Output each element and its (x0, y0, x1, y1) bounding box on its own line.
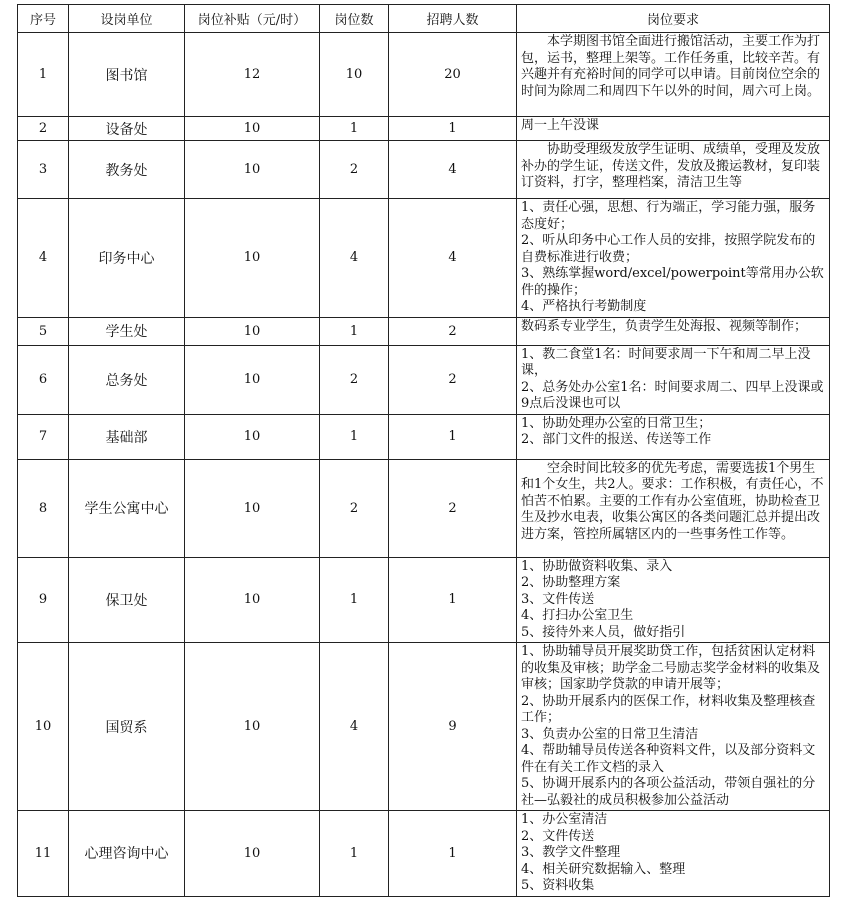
cell-no: 2 (18, 117, 69, 141)
cell-no: 9 (18, 557, 69, 643)
cell-no: 10 (18, 643, 69, 811)
header-hires: 招聘人数 (389, 5, 517, 33)
cell-posts: 1 (320, 811, 389, 897)
requirement-line: 周一上午没课 (521, 118, 600, 133)
cell-subsidy: 10 (185, 557, 320, 643)
requirement-line: 1、协助做资料收集、录入 (521, 558, 673, 574)
cell-subsidy: 10 (185, 345, 320, 414)
cell-no: 8 (18, 459, 69, 557)
cell-hires: 1 (389, 414, 517, 459)
requirement-line: 4、严格执行考勤制度 (521, 299, 647, 314)
requirement-line: 4、打扫办公室卫生 (521, 608, 634, 623)
cell-posts: 2 (320, 345, 389, 414)
table-row (18, 414, 830, 459)
table-row (18, 141, 830, 199)
cell-hires: 9 (389, 643, 517, 811)
table-row (18, 33, 830, 117)
table-header (18, 5, 830, 33)
cell-hires: 4 (389, 199, 517, 318)
cell-unit: 教务处 (69, 141, 185, 199)
requirement-line: 1、教二食堂1名：时间要求周一下午和周二早上没课， (521, 346, 811, 378)
cell-hires: 20 (389, 33, 517, 117)
cell-unit: 保卫处 (69, 557, 185, 643)
cell-no: 7 (18, 414, 69, 459)
cell-requirements (517, 459, 830, 557)
cell-unit: 图书馆 (69, 33, 185, 117)
cell-requirements (517, 414, 830, 459)
table-row (18, 811, 830, 897)
cell-hires: 4 (389, 141, 517, 199)
cell-unit: 总务处 (69, 345, 185, 414)
header-subsidy: 岗位补贴（元/时） (185, 5, 320, 33)
requirement-line: 3、教学文件整理 (521, 845, 621, 860)
requirement-line: 3、熟练掌握word/excel/powerpoint等常用办公软件的操作； (521, 266, 824, 298)
requirement-line: 2、协助整理方案 (521, 575, 621, 590)
requirement-line: 4、帮助辅导员传送各种资料文件，以及部分资料文件在有关工作文档的录入 (521, 743, 816, 775)
cell-posts: 1 (320, 117, 389, 141)
cell-posts: 1 (320, 317, 389, 345)
table-row (18, 117, 830, 141)
cell-unit: 学生公寓中心 (69, 459, 185, 557)
cell-no: 1 (18, 33, 69, 117)
table-row (18, 317, 830, 345)
requirement-line: 5、协调开展系内的各项公益活动，带领自强社的分社—弘毅社的成员积极参加公益活动 (521, 776, 816, 808)
cell-subsidy: 10 (185, 317, 320, 345)
requirement-line: 5、资料收集 (521, 878, 595, 893)
requirement-line: 4、相关研究数据输入、整理 (521, 861, 686, 877)
header-no: 序号 (18, 5, 69, 33)
table-row (18, 459, 830, 557)
requirement-line: 1、协助辅导员开展奖助贷工作，包括贫困认定材料的收集及审核；助学金二号励志奖学金材料的收集及审核；国家助学贷款的申请开展等； (521, 644, 821, 692)
cell-subsidy: 10 (185, 811, 320, 897)
cell-no: 5 (18, 317, 69, 345)
cell-unit: 设备处 (69, 117, 185, 141)
requirement-line: 2、听从印务中心工作人员的安排，按照学院发布的自费标准进行收费； (521, 233, 816, 265)
cell-posts: 2 (320, 141, 389, 199)
cell-subsidy: 10 (185, 117, 320, 141)
cell-hires: 1 (389, 557, 517, 643)
cell-requirements (517, 345, 830, 414)
cell-requirements (517, 811, 830, 897)
cell-unit: 印务中心 (69, 199, 185, 318)
requirement-line: 协助受理级发放学生证明、成绩单，受理及发放补办的学生证，传送文件，发放及搬运教材，复印装订资料，打字，整理档案，清洁卫生等 (521, 142, 821, 190)
table-row (18, 199, 830, 318)
requirement-line: 2、总务处办公室1名：时间要求周二、四早上没课或9点后没课也可以 (521, 379, 824, 411)
cell-hires: 1 (389, 117, 517, 141)
cell-requirements (517, 557, 830, 643)
cell-posts: 1 (320, 414, 389, 459)
cell-posts: 4 (320, 199, 389, 318)
cell-no: 4 (18, 199, 69, 318)
cell-subsidy: 10 (185, 141, 320, 199)
cell-hires: 2 (389, 317, 517, 345)
cell-posts: 10 (320, 33, 389, 117)
requirement-line: 3、文件传送 (521, 591, 595, 607)
cell-requirements (517, 199, 830, 318)
cell-unit: 国贸系 (69, 643, 185, 811)
cell-subsidy: 12 (185, 33, 320, 117)
cell-requirements (517, 317, 830, 345)
header-unit: 设岗单位 (69, 5, 185, 33)
requirement-line: 1、责任心强，思想、行为端正，学习能力强，服务态度好； (521, 200, 816, 232)
header-row (18, 5, 830, 33)
requirement-line: 2、部门文件的报送、传送等工作 (521, 432, 712, 447)
table-body (18, 33, 830, 897)
cell-unit: 学生处 (69, 317, 185, 345)
requirement-line: 本学期图书馆全面进行搬馆活动，主要工作为打包，运书，整理上架等。工作任务重，比较辛苦。有兴趣并有充裕时间的同学可以申请。目前岗位空余的时间为除周二和周四下午以外的时间，周六可上岗。 (521, 34, 821, 99)
cell-requirements (517, 33, 830, 117)
requirement-line: 1、协助处理办公室的日常卫生； (521, 415, 712, 431)
cell-subsidy: 10 (185, 643, 320, 811)
requirement-line: 空余时间比较多的优先考虑，需要选拔1个男生和1个女生，共2人。要求：工作积极，有责任心，不怕苦不怕累。主要的工作有办公室值班，协助检查卫生及抄水电表，收集公寓区的各类问题汇总并提出改进方案，管控所属辖区内的一些事务性工作等。 (521, 460, 824, 542)
cell-subsidy: 10 (185, 414, 320, 459)
cell-requirements (517, 117, 830, 141)
job-table (17, 4, 830, 897)
cell-requirements (517, 643, 830, 811)
requirement-line: 1、办公室清洁 (521, 812, 608, 827)
table-row (18, 345, 830, 414)
cell-hires: 1 (389, 811, 517, 897)
requirement-line: 2、文件传送 (521, 828, 595, 844)
cell-subsidy: 10 (185, 459, 320, 557)
requirement-line: 5、接待外来人员，做好指引 (521, 624, 686, 640)
requirement-line: 2、协助开展系内的医保工作，材料收集及整理核查工作； (521, 693, 816, 725)
table-row (18, 643, 830, 811)
cell-unit: 基础部 (69, 414, 185, 459)
cell-posts: 2 (320, 459, 389, 557)
cell-no: 11 (18, 811, 69, 897)
cell-hires: 2 (389, 345, 517, 414)
cell-posts: 4 (320, 643, 389, 811)
cell-no: 6 (18, 345, 69, 414)
cell-hires: 2 (389, 459, 517, 557)
cell-requirements (517, 141, 830, 199)
cell-unit: 心理咨询中心 (69, 811, 185, 897)
cell-subsidy: 10 (185, 199, 320, 318)
table-row (18, 557, 830, 643)
requirement-line: 3、负责办公室的日常卫生清洁 (521, 726, 699, 742)
cell-posts: 1 (320, 557, 389, 643)
header-posts: 岗位数 (320, 5, 389, 33)
requirement-line: 数码系专业学生，负责学生处海报、视频等制作； (521, 318, 808, 334)
cell-no: 3 (18, 141, 69, 199)
header-requirements: 岗位要求 (517, 5, 830, 33)
